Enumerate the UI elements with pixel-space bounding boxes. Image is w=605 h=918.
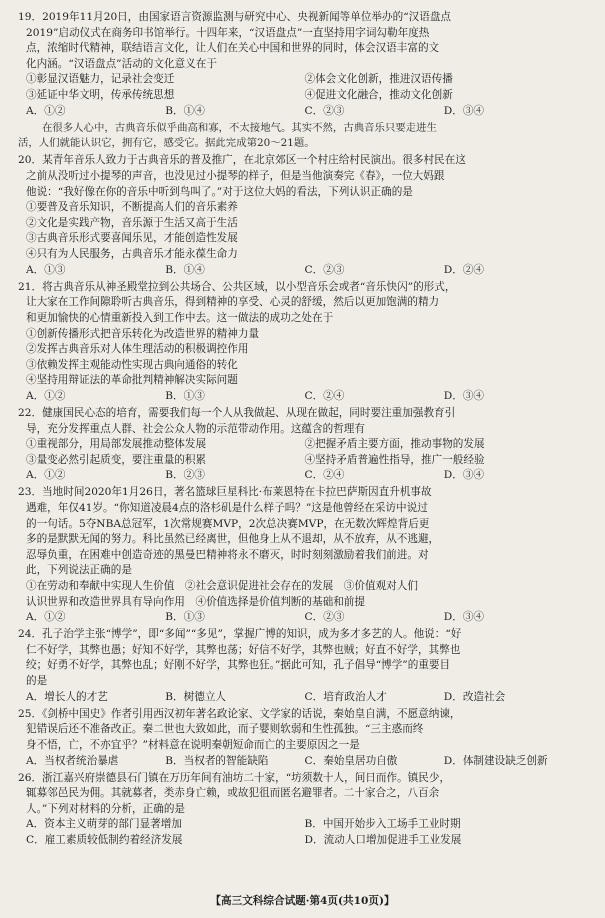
choice-b: B．①③: [165, 611, 205, 624]
choice-a: A．①②: [26, 104, 66, 117]
page-footer: 【高三文科综合试题·第4页(共10页)】: [210, 895, 395, 907]
q20-statement: ②文化是实践产物，音乐源于生活又高于生活: [26, 216, 238, 229]
q26-choices: [18, 833, 583, 849]
choice-c: C．②③: [304, 263, 345, 276]
q25-stem-line: 犯错误后还不准备改正。秦二世也大致如此，而子婴则软弱和生性孤独。“三主惑而终: [26, 723, 424, 736]
choice-d: D．体制建设缺乏创新: [443, 754, 548, 767]
q19-statement: ②体会文化创新，推进汉语传播: [304, 73, 453, 86]
q19-choices: [18, 104, 583, 120]
q20-stem-line: 20．某青年音乐人致力于古典音乐的普及推广，在北京郊区一个村庄给村民演出。很多村民在这: [18, 154, 466, 167]
choice-c: C．②④: [304, 469, 345, 482]
q19-stem-line: 19．2019年11月20日，由国家语言资源监测与研究中心、央视新闻等单位举办的“汉语盘点: [18, 11, 452, 23]
choice-c: C．秦始皇居功自傲: [304, 754, 398, 767]
choice-c: C．②④: [304, 389, 345, 402]
q24-stem-line: 仁不好学，其弊也愚；好知不好学，其弊也荡；好信不好学，其弊也贼；好直不好学，其弊也: [26, 643, 461, 656]
choice-b: B．②③: [165, 469, 205, 482]
question-25: [18, 707, 583, 769]
q24-choices: [18, 690, 583, 706]
choice-d: D．③④: [443, 611, 485, 624]
q21-statement: ③依赖发挥主观能动性实现古典向通俗的转化: [26, 358, 238, 371]
q19-statement: ①彰显汉语魅力，记录社会变迁: [26, 73, 175, 86]
choice-d: D．流动人口增加促进手工业发展: [304, 834, 462, 846]
q20-choices: [18, 263, 583, 279]
q22-statements: [18, 453, 583, 469]
q23-statement: ①在劳动和奉献中实现人生价值 ②社会意识促进社会存在的发展 ③价值观对人们: [26, 580, 418, 592]
q25-stem-line: 身不悟，亡，不亦宜乎？”材料意在说明秦朝短命而亡的主要原因之一是: [26, 738, 360, 751]
choice-a: A．①②: [26, 611, 66, 624]
choice-c: C．培育政治人才: [304, 690, 387, 703]
q22-statements: [18, 437, 583, 453]
choice-b: B．树德立人: [165, 690, 227, 703]
question-20: [18, 153, 583, 278]
q19-statements: [18, 88, 583, 104]
q26-stem-line: 26．浙江嘉兴府崇德县石门镇在万历年间有油坊二十家，“坊须数十人，间日而作。镇民少，: [18, 771, 451, 784]
q23-stem-line: 23．当地时间2020年1月26日，著名篮球巨星科比·布莱恩特在卡拉巴萨斯因直升机事故: [18, 486, 432, 499]
choice-b: B．①③: [165, 389, 205, 402]
q24-stem-line: 的是: [26, 675, 48, 688]
reading-passage: [18, 121, 583, 152]
q19-stem-line: 点，浓缩时代精神，联结语言文化，让人们在关心中国和世界的同时，体会汉语丰富的文: [26, 42, 440, 55]
choice-a: A．①②: [26, 469, 66, 482]
choice-d: D．②④: [443, 263, 485, 276]
choice-d: D．改造社会: [443, 690, 506, 703]
question-21: [18, 280, 583, 405]
q21-statement: ①创新传播形式把音乐转化为改造世界的精神力量: [26, 327, 260, 340]
q21-stem-line: 21．将古典音乐从神圣殿堂拉到公共场合、公共区域，以小型音乐会或者“音乐快闪”的形式，: [18, 280, 456, 293]
q25-stem-line: 25．《剑桥中国史》作者引用西汉初年著名政论家、文学家的话说，秦始皇自满，不愿意纳谏，: [18, 707, 461, 720]
q23-stem-line: 遇难，年仅41岁。“你知道凌晨4点的洛杉矶是什么样子吗？”这是他曾经在采访中说过: [26, 502, 428, 515]
q22-stem-line: 导，充分发挥重点人群、社会公众人物的示范带动作用。这蕴含的哲理有: [26, 422, 365, 435]
q23-stem-line: 多的是默默无闻的努力。科比虽然已经离世，但他身上从不退却，从不放弃，从不逃避，: [26, 533, 440, 546]
q26-stem-line: 人。”下列对材料的分析，正确的是: [26, 802, 186, 815]
choice-b: B．当权者的智能缺陷: [165, 754, 269, 767]
q25-choices: [18, 754, 583, 770]
choice-a: A．增长人的才艺: [26, 690, 108, 703]
q23-stem-line: 的一句话。5夺NBA总冠军，1次常规赛MVP，2次总决赛MVP，在无数次辉煌背后更: [26, 517, 430, 530]
q21-choices: [18, 389, 583, 405]
passage-line: 活，人们就能认识它，拥有它，感受它。据此完成第20～21题。: [18, 137, 315, 150]
q19-statement: ④促进文化融合，推动文化创新: [304, 88, 453, 101]
q21-statement: ④坚持用辩证法的革命批判精神解决实际问题: [26, 374, 238, 387]
q22-statement: ②把握矛盾主要方面，推动事物的发展: [304, 438, 485, 451]
choice-b: B．①④: [165, 263, 205, 276]
q24-stem-line: 绞；好勇不好学，其弊也乱；好刚不好学，其弊也狂。”据此可知，孔子倡导“博学”的重要目: [26, 659, 451, 672]
q19-statement: ③延证中华文明，传承传统思想: [26, 88, 175, 101]
q22-stem-line: 22．健康国民心态的培育，需要我们每一个人从我做起、从现在做起，同时要注重加强教育引: [18, 406, 456, 419]
choice-d: D．③④: [443, 104, 485, 117]
q20-statement: ④只有为人民服务，古典音乐才能永葆生命力: [26, 248, 238, 261]
choice-b: B．①④: [165, 104, 205, 117]
choice-b: B．中国开始步入工场手工业时期: [304, 818, 461, 831]
q21-stem-line: 让大家在工作间隙聆听古典音乐，得到精神的享受、心灵的舒缓，然后以更加饱满的精力: [26, 296, 440, 309]
q22-choices: [18, 468, 583, 484]
q22-statement: ④坚持矛盾普遍性指导，推广一般经验: [304, 453, 485, 466]
q23-statement: 认识世界和改造世界具有导向作用 ④价值选择是价值判断的基础和前提: [26, 595, 365, 608]
choice-d: D．③④: [443, 389, 485, 402]
q21-stem-line: 和更加愉快的心情重新投入到工作中去。这一做法的成功之处在于: [26, 311, 334, 324]
choice-a: A．资本主义萌芽的部门显著增加: [26, 818, 182, 831]
q22-statement: ③量变必然引起质变，要注重量的积累: [26, 453, 207, 466]
choice-a: A．①③: [26, 263, 66, 276]
q20-stem-line: 之前从没听过小提琴的声音，也没见过小提琴的样子，但是当他演奏完《春》，一位大妈跟: [26, 170, 445, 183]
choice-c: C．②③: [304, 611, 345, 624]
q24-stem-line: 24．孔子治学主张“博学”，即“多闻”“多见”，掌握广博的知识，成为多才多艺的人。他说：“好: [18, 628, 462, 641]
q26-choices: [18, 817, 583, 833]
q20-statement: ①要普及音乐知识，不断提高人们的音乐素养: [26, 201, 238, 214]
q26-stem-line: 辄募邻邑民为佣。其就募者，类赤身亡赖，或故犯徂而匿名避罪者。二十家合之，八百余: [26, 787, 440, 800]
q19-stem-line: 2019”启动仪式在商务印书馆举行。十四年来，“汉语盘点”一直坚持用字词勾勒年度热: [26, 26, 430, 39]
q20-stem-line: 他说：“我好像在你的音乐中听到鸟叫了。”对于这位大妈的看法，下列认识正确的是: [26, 185, 413, 198]
question-24: [18, 627, 583, 705]
question-23: [18, 485, 583, 625]
choice-a: A．①②: [26, 389, 66, 402]
choice-a: A．当权者统治暴虐: [26, 754, 119, 767]
question-26: [18, 771, 583, 849]
choice-c: C．雇工素质较低制约着经济发展: [26, 834, 183, 846]
question-19: [18, 10, 583, 119]
q19-stem-line: 化内涵。“汉语盘点”活动的文化意义在于: [26, 57, 217, 70]
q23-stem-line: 忍辱负重，在困难中创造奇迹的黑曼巴精神将永不磨灭，时时刻刻激励着我们前进。对: [26, 548, 429, 561]
q22-statement: ①重视部分，用局部发展推动整体发展: [26, 438, 207, 451]
question-22: [18, 406, 583, 484]
q19-statements: [18, 72, 583, 88]
passage-line: 在很多人心中，古典音乐似乎曲高和寡，不太接地气。其实不然，古典音乐只要走进生: [42, 121, 437, 134]
q21-statement: ②发挥古典音乐对人体生理活动的积极调控作用: [26, 343, 249, 356]
q23-choices: [18, 610, 583, 626]
choice-c: C．②③: [304, 104, 345, 117]
q20-statement: ③古典音乐形式要喜闻乐见，才能创造性发展: [26, 232, 238, 245]
q23-stem-line: 此，下列说法正确的是: [26, 564, 132, 577]
choice-d: D．③④: [443, 469, 485, 482]
